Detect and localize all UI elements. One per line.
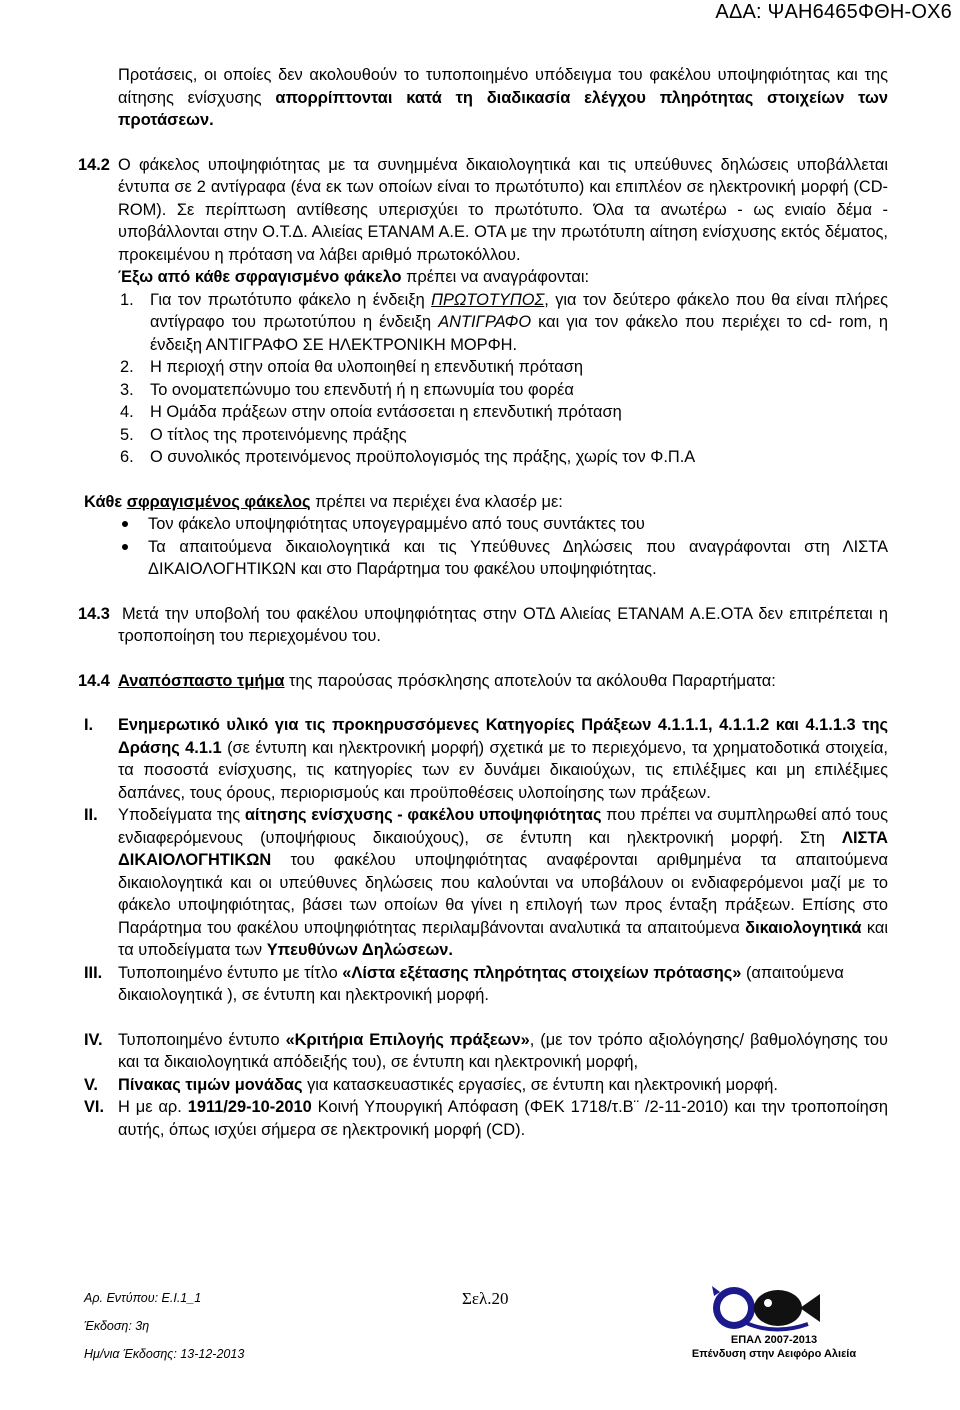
logo-title: ΕΠΑΛ 2007-2013 <box>730 1334 818 1346</box>
list-item: 3. Το ονοματεπώνυμο του επενδυτή ή η επωνυμία του φορέα <box>120 380 574 399</box>
bullet-item: Τα απαιτούμενα δικαιολογητικά και τις Υπεύθυνες Δηλώσεις που αναγράφονται στη ΛΙΣΤΑ ΔΙΚΑΙΟΛΟΓΗΤΙΚΩΝ και στο Παράρτημα του φακέλου υποψηφιότητας. <box>118 536 888 581</box>
list-item: 4. Η Ομάδα πράξεων στην οποία εντάσσεται η επενδυτική πρόταση <box>120 403 622 421</box>
form-number: Αρ. Εντύπου: Ε.Ι.1_1 <box>84 1291 202 1305</box>
epal-logo <box>674 1282 874 1364</box>
page-number: Σελ.20 <box>462 1289 509 1308</box>
bullet-item: Τον φάκελο υποψηφιότητας υπογεγραμμένο από τους συντάκτες του <box>118 513 888 536</box>
ada-code: ΑΔΑ: ΨΑΗ6465ΦΘΗ-ΟΧ6 <box>715 1 952 23</box>
section-14-3 <box>78 603 888 648</box>
annex-item: V. Πίνακας τιμών μονάδας για κατασκευαστικές εργασίες, σε έντυπη και ηλεκτρονική μορφή. <box>84 1075 778 1094</box>
section-14-4-text: Αναπόσπαστο τμήμα της παρούσας πρόσκλησης αποτελούν τα ακόλουθα Παραρτήματα: <box>118 671 776 690</box>
document-body <box>78 64 889 1141</box>
list-item: 1. Για τον πρωτότυπο φάκελο η ένδειξη ΠΡΩΤΟΤΥΠΟΣ, για τον δεύτερο φάκελο που θα είναι πλήρες αντίγραφο του πρωτοτύπου η ένδειξη ΑΝΤΙΓΡΑΦΟ και για τον φάκελο που περιέχει το cd- rom, η ένδειξη ΑΝΤΙΓΡΑΦΟ ΣΕ ΗΛΕΚΤΡΟΝΙΚΗ ΜΟΡΦΗ. <box>120 290 888 354</box>
annex-item: I. Ενημερωτικό υλικό για τις προκηρυσσόμενες Κατηγορίες Πράξεων 4.1.1.1, 4.1.1.2 και 4.1.1.3 της Δράσης 4.1.1 (σε έντυπη και ηλεκτρονική μορφή) σχετικά με το περιεχόμενο, τα χρηματοδοτικά στοιχεία, τα ποσοστά ενίσχυσης, τις κατηγορίες των εν δυνάμει δικαιούχων, τις επιλέξιμες και μη επιλέξιμες δαπάνες, τους όρους, περιορισμούς και προϋποθέσεις υλοποίησης των πράξεων. <box>84 716 888 802</box>
list-item: 2. Η περιοχή στην οποία θα υλοποιηθεί η επενδυτική πρόταση <box>120 358 583 376</box>
envelope-contents-list <box>118 513 888 581</box>
annex-item: IV. Τυποποιημένο έντυπο «Κριτήρια Επιλογής πράξεων», (με τον τρόπο αξιολόγησης/ βαθμολόγησης του και τα δικαιολογητικά απόδειξής του), σε έντυπη και ηλεκτρονική μορφή, <box>84 1030 888 1071</box>
section-14-3-text: Μετά την υποβολή του φακέλου υποψηφιότητας στην ΟΤΔ Αλιείας ΕΤΑΝΑΜ Α.Ε.ΟΤΑ δεν επιτρέπεται η τροποποίηση του περιεχομένου του. <box>118 604 888 645</box>
annex-list <box>84 714 888 1141</box>
annex-item: II. Υποδείγματα της αίτησης ενίσχυσης - φακέλου υποψηφιότητας που πρέπει να συμπληρωθεί από τους ενδιαφερόμενους (υποψήφιους δικαιούχους), σε έντυπη και ηλεκτρονική μορφή. Στη ΛΙΣΤΑ ΔΙΚΑΙΟΛΟΓΗΤΙΚΩΝ του φακέλου υποψηφιότητας αναφέρονται αριθμημένα τα απαιτούμενα δικαιολογητικά και οι υπεύθυνες δηλώσεις που καλούνται να υποβάλουν οι ενδιαφερόμενοι μαζί με το φάκελο υποψηφιότητας, βάσει των οποίων θα γίνει η επιλογή των προς ένταξη πράξεων. Επίσης στο Παράρτημα του φακέλου υποψηφιότητας περιλαμβάνονται αναλυτικά τα απαιτούμενα δικαιολογητικά και τα υποδείγματα των Υπευθύνων Δηλώσεων. <box>84 806 888 959</box>
annex-item: VI. Η με αρ. 1911/29-10-2010 Κοινή Υπουργική Απόφαση (ΦΕΚ 1718/τ.Β¨ /2-11-2010) και την τροποποίηση αυτής, όπως ισχύει σήμερα σε ηλεκτρονική μορφή (CD). <box>84 1098 888 1139</box>
section-14-2-text: Ο φάκελος υποψηφιότητας με τα συνημμένα δικαιολογητικά και τις υπεύθυνες δηλώσεις υποβάλλεται έντυπα σε 2 αντίγραφα (ένα εκ των οποίων είναι το πρωτότυπο) και επιπλέον σε ηλεκτρονική μορφή (CD-ROM). Σε περίπτωση αντίθεσης υπερισχύει το πρωτότυπο. Όλα τα ανωτέρω - ως ενιαίο δέμα - υποβάλλονται στην Ο.Τ.Δ. Αλιείας ΕΤΑΝΑΜ Α.Ε. ΟΤΑ με την πρωτότυπη αίτηση ενίσχυσης εκτός δέματος, προκειμένου η πρόταση να λάβει αριθμό πρωτοκόλλου. <box>118 155 888 264</box>
list-item: 6. Ο συνολικός προτεινόμενος προϋπολογισμός της πράξης, χωρίς τον Φ.Π.Α <box>120 448 696 466</box>
edition-date: Ημ/νια Έκδοσης: 13-12-2013 <box>84 1347 245 1361</box>
fish-logo-icon <box>674 1282 874 1334</box>
section-14-2 <box>78 154 888 581</box>
outside-list <box>118 289 888 469</box>
outside-label: Έξω από κάθε σφραγισμένο φάκελο πρέπει να αναγράφονται: <box>118 268 590 286</box>
page-footer <box>84 1288 874 1378</box>
section-number: 14.3 <box>78 604 110 623</box>
logo-subtitle: Επένδυση στην Αειφόρο Αλιεία <box>691 1348 857 1360</box>
annex-item: III. Τυποποιημένο έντυπο με τίτλο «Λίστα εξέτασης πληρότητας στοιχείων πρότασης» (απαιτούμενα δικαιολογητικά ), σε έντυπη και ηλεκτρονική μορφή. <box>84 963 844 1004</box>
section-number: 14.2 <box>78 155 110 174</box>
edition: Έκδοση: 3η <box>84 1319 150 1333</box>
intro-paragraph: Προτάσεις, οι οποίες δεν ακολουθούν το τυποποιημένο υπόδειγμα του φακέλου υποψηφιότητας και της αίτησης ενίσχυσης απορρίπτονται κατά τη διαδικασία ελέγχου πληρότητας στοιχείων των προτάσεων. <box>118 66 889 129</box>
list-item: 5. Ο τίτλος της προτεινόμενης πράξης <box>120 425 407 444</box>
section-number: 14.4 <box>78 671 110 690</box>
section-14-4 <box>78 670 888 693</box>
envelope-contents-label: Κάθε σφραγισμένος φάκελος πρέπει να περιέχει ένα κλασέρ με: <box>84 492 563 511</box>
